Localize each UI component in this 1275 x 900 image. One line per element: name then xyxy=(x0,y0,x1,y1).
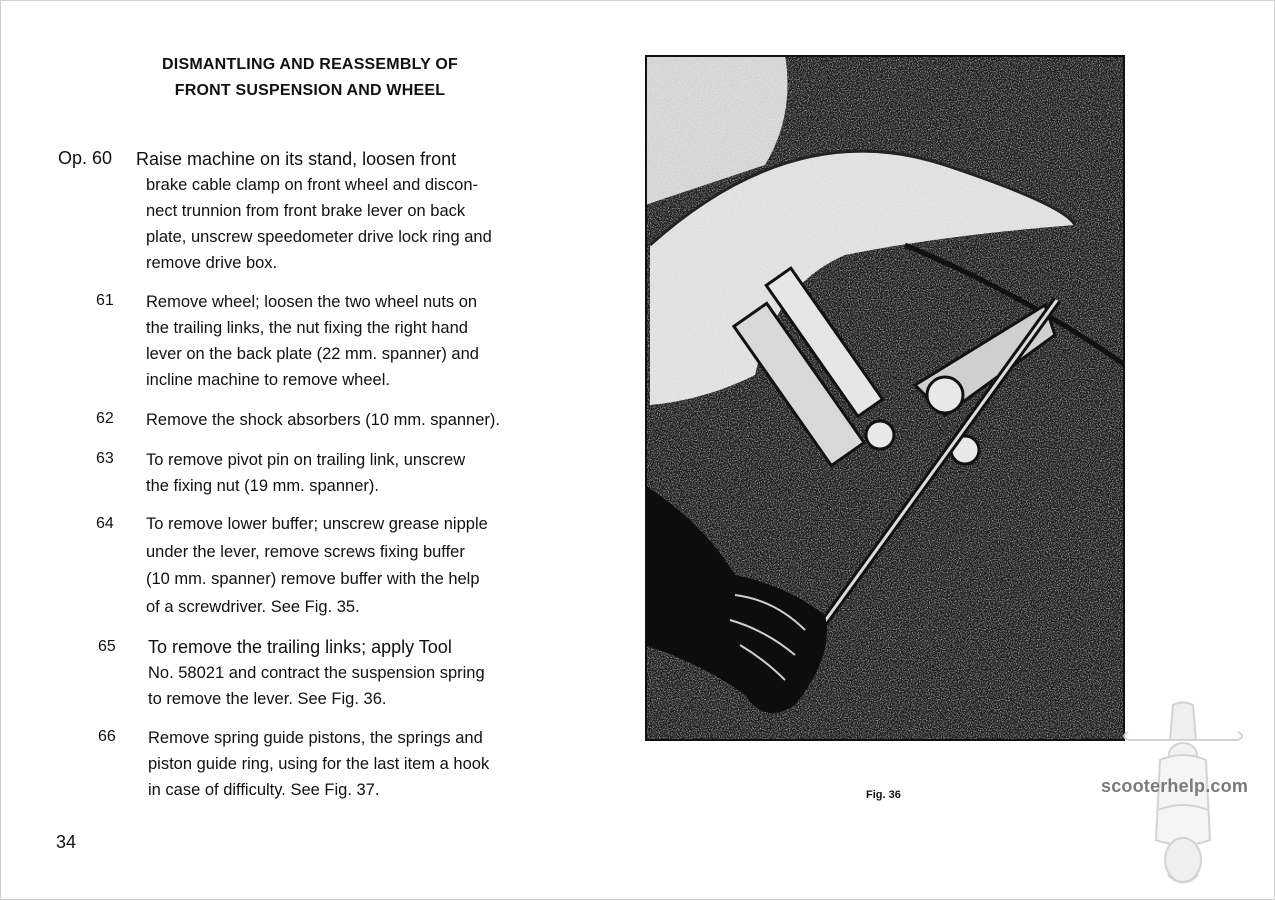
op-number: 61 xyxy=(96,292,114,309)
op-text xyxy=(146,447,576,499)
op-line: lever on the back plate (22 mm. spanner) and xyxy=(146,345,479,363)
op-line: To remove lower buffer; unscrew grease nipple xyxy=(146,515,488,533)
op-text xyxy=(136,146,576,276)
op-line: Remove spring guide pistons, the springs and xyxy=(148,729,483,747)
op-text xyxy=(146,511,576,621)
op-line: Remove wheel; loosen the two wheel nuts on xyxy=(146,293,478,311)
op-line: brake cable clamp on front wheel and discon- xyxy=(146,176,479,194)
op-number: 66 xyxy=(98,728,116,745)
op-number: 64 xyxy=(96,515,114,532)
op-line: of a screwdriver. See Fig. 35. xyxy=(146,597,360,616)
watermark-text: scooterhelp.com xyxy=(1101,776,1249,796)
figure-illustration xyxy=(645,55,1125,741)
page-number: 34 xyxy=(56,832,77,852)
op-number: 65 xyxy=(98,638,116,655)
op-text xyxy=(146,407,576,433)
figure-caption: Fig. 36 xyxy=(866,789,901,801)
op-line: under the lever, remove screws fixing buffer xyxy=(146,542,465,561)
op-line: plate, unscrew speedometer drive lock ring and xyxy=(146,228,492,246)
section-heading xyxy=(110,52,510,104)
op-line: Remove the shock absorbers (10 mm. spanner). xyxy=(146,411,500,429)
op-line: Raise machine on its stand, loosen front xyxy=(136,149,457,169)
op-line: the trailing links, the nut fixing the right hand xyxy=(146,319,468,337)
op-text xyxy=(148,725,578,803)
op-line: to remove the lever. See Fig. 36. xyxy=(148,690,387,708)
op-number: 63 xyxy=(96,450,114,467)
op-text xyxy=(148,634,578,712)
op-line: piston guide ring, using for the last item a hook xyxy=(148,755,490,773)
op-number: 62 xyxy=(96,410,114,427)
op-line: nect trunnion from front brake lever on back xyxy=(146,202,466,220)
op-line: To remove pivot pin on trailing link, unscrew xyxy=(146,451,466,469)
heading-line-2: FRONT SUSPENSION AND WHEEL xyxy=(174,82,446,99)
op-line: To remove the trailing links; apply Tool xyxy=(148,637,452,657)
op-line: No. 58021 and contract the suspension spring xyxy=(148,664,485,682)
op-number: Op. 60 xyxy=(58,148,113,168)
op-line: in case of difficulty. See Fig. 37. xyxy=(148,781,380,799)
heading-line-1: DISMANTLING AND REASSEMBLY OF xyxy=(162,56,458,73)
op-line: (10 mm. spanner) remove buffer with the help xyxy=(146,570,480,588)
op-line: the fixing nut (19 mm. spanner). xyxy=(146,477,379,495)
op-line: remove drive box. xyxy=(146,254,278,272)
figure-photo xyxy=(645,55,1125,741)
op-line: incline machine to remove wheel. xyxy=(146,371,390,389)
op-text xyxy=(146,289,576,393)
